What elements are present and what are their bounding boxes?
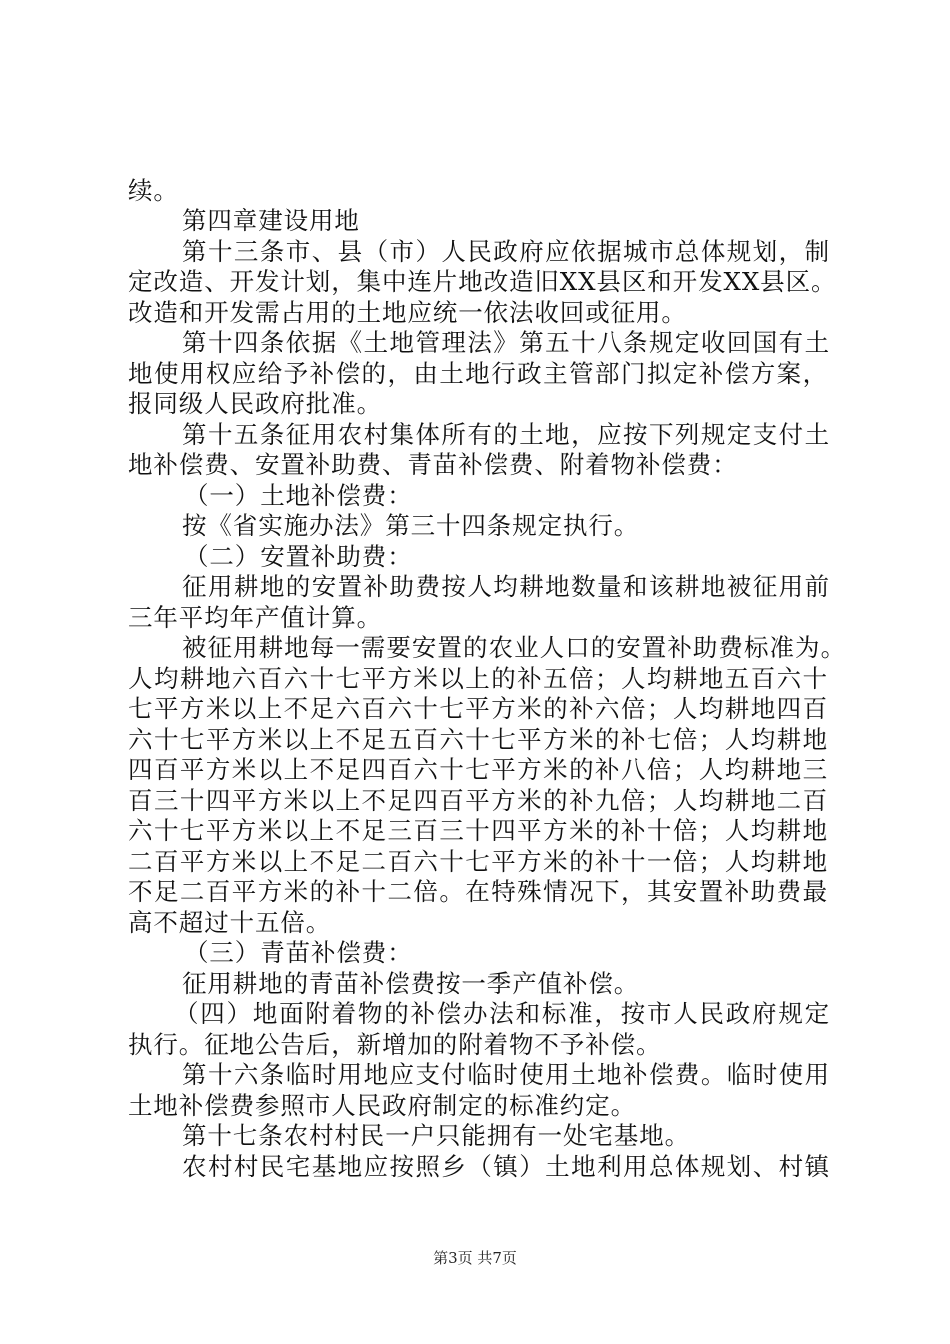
text-line: 人均耕地六百六十七平方米以上的补五倍；人均耕地五百六十 — [128, 664, 828, 693]
text-line: 第十五条征用农村集体所有的土地，应按下列规定支付土 — [182, 420, 830, 449]
text-line: 四百平方米以上不足四百六十七平方米的补八倍；人均耕地三 — [128, 755, 828, 784]
text-line: （二）安置补助费： — [184, 542, 413, 571]
text-line: 按《省实施办法》第三十四条规定执行。 — [182, 511, 640, 540]
text-line: 改造和开发需占用的土地应统一依法收回或征用。 — [128, 298, 687, 327]
text-line: （一）土地补偿费： — [184, 481, 413, 510]
text-line: 农村村民宅基地应按照乡（镇）土地利用总体规划、村镇 — [182, 1152, 830, 1181]
text-line: 第十三条市、县（市）人民政府应依据城市总体规划，制 — [182, 237, 830, 266]
text-line: 百三十四平方米以上不足四百平方米的补九倍；人均耕地二百 — [128, 786, 828, 815]
text-line: 被征用耕地每一需要安置的农业人口的安置补助费标准为。 — [182, 633, 846, 662]
text-line: 高不超过十五倍。 — [128, 908, 332, 937]
text-line: 三年平均年产值计算。 — [128, 603, 382, 632]
text-line: 报同级人民政府批准。 — [128, 389, 382, 418]
text-line: （三）青苗补偿费： — [184, 938, 413, 967]
text-line: 六十七平方米以上不足五百六十七平方米的补七倍；人均耕地 — [128, 725, 828, 754]
text-line: （四）地面附着物的补偿办法和标准，按市人民政府规定 — [174, 999, 830, 1028]
text-line: 征用耕地的安置补助费按人均耕地数量和该耕地被征用前 — [182, 572, 830, 601]
text-line: 征用耕地的青苗补偿费按一季产值补偿。 — [182, 969, 640, 998]
text-line: 六十七平方米以上不足三百三十四平方米的补十倍；人均耕地 — [128, 816, 828, 845]
text-line: 定改造、开发计划，集中连片地改造旧XX县区和开发XX县区。 — [128, 267, 837, 296]
text-line: 第十四条依据《土地管理法》第五十八条规定收回国有土 — [182, 328, 830, 357]
text-line: 第十六条临时用地应支付临时使用土地补偿费。临时使用 — [182, 1060, 830, 1089]
page-footer — [0, 1248, 950, 1268]
text-line: 不足二百平方米的补十二倍。在特殊情况下，其安置补助费最 — [128, 877, 828, 906]
text-line: 第十七条农村村民一户只能拥有一处宅基地。 — [182, 1121, 690, 1150]
text-line: 地补偿费、安置补助费、青苗补偿费、附着物补偿费： — [128, 450, 738, 479]
chapter-heading: 第四章建设用地 — [182, 206, 360, 235]
text-line: 二百平方米以上不足二百六十七平方米的补十一倍；人均耕地 — [128, 847, 828, 876]
text-line: 七平方米以上不足六百六十七平方米的补六倍；人均耕地四百 — [128, 694, 828, 723]
page-number-label: 第3页 共7页 — [433, 1249, 517, 1267]
text-line: 执行。征地公告后，新增加的附着物不予补偿。 — [128, 1030, 662, 1059]
text-line: 续。 — [128, 176, 179, 205]
text-line: 地使用权应给予补偿的，由土地行政主管部门拟定补偿方案， — [128, 359, 828, 388]
text-line: 土地补偿费参照市人民政府制定的标准约定。 — [128, 1091, 636, 1120]
